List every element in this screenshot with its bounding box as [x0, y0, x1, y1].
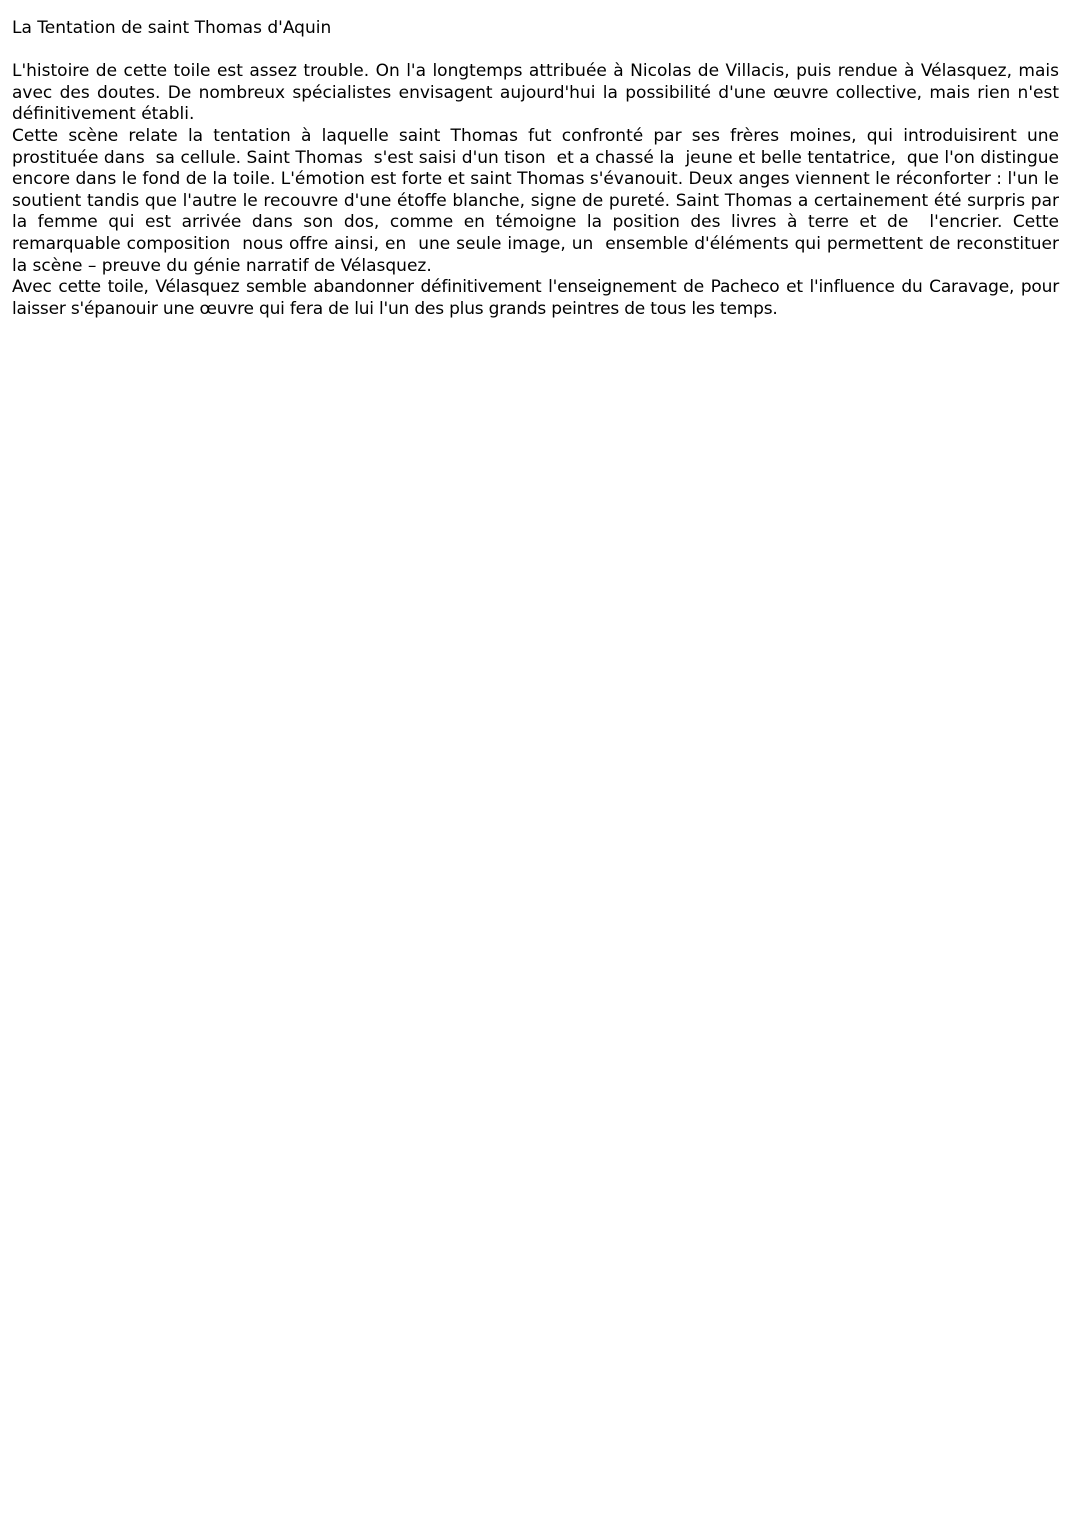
paragraph-scene-description: Cette scène relate la tentation à laquelle saint Thomas fut confronté par ses frères moines, qui introduisirent une prostituée dans sa cellule. Saint Thomas s'est saisi d'un tison et a chassé la jeune et belle tentatrice, que l'on distingue encore dans le fond de la toile. L'émotion est forte et saint Thomas s'évanouit. Deux anges viennent le réconforter : l'un le soutient tandis que l'autre le recouvre d'une étoffe blanche, signe de pureté. Saint Thomas a certainement été surpris par la femme qui est arrivée dans son dos, comme en témoigne la position des livres à terre et de l'encrier. Cette remarquable composition nous offre ainsi, en une seule image, un ensemble d'éléments qui permettent de reconstituer la scène – preuve du génie narratif de Vélasquez.: [12, 125, 1065, 276]
paragraph-conclusion: Avec cette toile, Vélasquez semble abandonner définitivement l'enseignement de Pacheco et l'influence du Caravage, pour laisser s'épanouir une œuvre qui fera de lui l'un des plus grands peintres de tous les temps.: [12, 277, 1065, 319]
document-title: La Tentation de saint Thomas d'Aquin: [12, 18, 332, 38]
document-body: [12, 18, 1065, 320]
paragraph-history: L'histoire de cette toile est assez trouble. On l'a longtemps attribuée à Nicolas de Villacis, puis rendue à Vélasquez, mais avec des doutes. De nombreux spécialistes envisagent aujourd'hui la possibilité d'une œuvre collective, mais rien n'est définitivement établi.: [12, 61, 1065, 125]
